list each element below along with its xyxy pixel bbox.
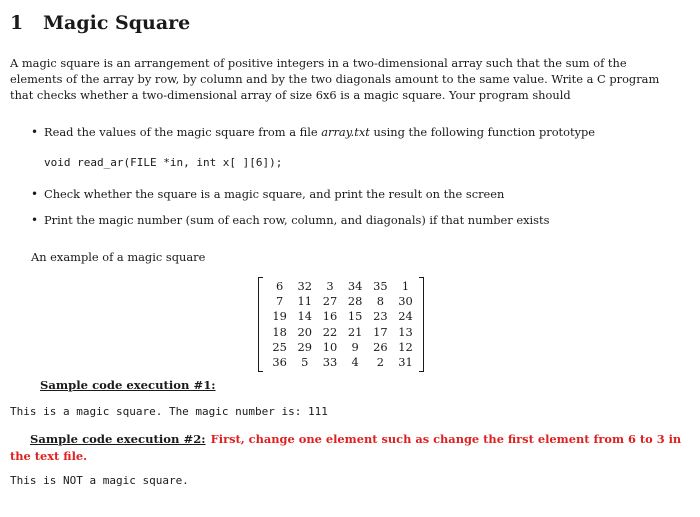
matrix-cell: 13 [398,324,413,339]
matrix-row [267,324,418,339]
matrix-cell: 7 [275,293,284,308]
bullet-text: Check whether the square is a magic square, and print the result on the screen [44,187,505,201]
matrix-cell: 3 [326,278,334,293]
bullet-item-check [31,187,504,201]
bullet-text: Print the magic number (sum of each row, column, and diagonals) if that number exists [44,213,550,227]
sample2-heading: Sample code execution #2: [30,432,206,446]
matrix-cell: 28 [347,293,363,308]
file-name: array.txt [321,125,370,139]
matrix-cell: 26 [373,339,388,354]
bullet-item-read [31,125,595,139]
matrix-cell: 33 [322,355,338,370]
matrix-cell: 21 [347,324,363,339]
matrix-cell: 11 [297,293,313,308]
matrix-cell: 22 [322,324,338,339]
bullet-text: using the following function prototype [369,125,596,139]
left-bracket [258,277,263,372]
matrix-cell: 14 [297,309,313,324]
bullet-glyph: • [31,187,39,201]
matrix-table [267,278,418,370]
matrix-cell: 5 [301,355,309,370]
matrix-cell: 12 [398,339,413,354]
matrix-cell: 32 [297,278,313,293]
matrix-cell: 27 [322,293,338,308]
matrix-cell: 4 [351,355,359,370]
sample2-block [10,430,690,464]
sample2-output: This is NOT a magic square. [10,474,189,487]
matrix-row [267,278,418,293]
sample2-note: First, change one element such as change the first element from 6 to 3 in the text file. [10,432,682,463]
matrix-cell: 30 [398,293,413,308]
matrix-cell: 16 [322,309,338,324]
matrix-cell: 17 [373,324,388,339]
bullet-glyph: • [31,125,39,139]
matrix-row [267,339,418,354]
matrix-row [267,354,418,369]
bullet-glyph: • [31,213,39,227]
magic-square-matrix [258,277,424,371]
matrix-cell: 1 [401,278,410,293]
matrix-cell: 31 [398,355,413,370]
sample1-heading: Sample code execution #1: [40,378,216,392]
matrix-cell: 36 [272,355,287,370]
matrix-cell: 25 [272,339,287,354]
section-number: 1 [10,12,24,34]
right-bracket [419,277,424,372]
function-prototype: void read_ar(FILE *in, int x[ ][6]); [44,156,283,169]
matrix-cell: 24 [398,309,413,324]
matrix-cell: 9 [351,339,359,354]
matrix-cell: 18 [272,324,287,339]
example-label: An example of a magic square [31,250,206,264]
intro-paragraph: A magic square is an arrangement of positive integers in a two-dimensional array such that the sum of the elements of the array by row, by column and by the two diagonals amount to the same value. Write a C program that checks whether a two-dimensional array of size 6x6 is a magic square. Your program should [10,56,660,102]
matrix-cell: 10 [322,339,338,354]
matrix-cell: 35 [373,278,388,293]
matrix-cell: 34 [347,278,363,293]
matrix-cell: 6 [275,278,284,293]
matrix-cell: 2 [376,355,384,370]
matrix-cell: 8 [376,293,384,308]
matrix-cell: 19 [272,309,287,324]
matrix-row [267,309,418,324]
bullet-item-print [31,213,549,227]
matrix-cell: 29 [297,339,313,354]
matrix-cell: 15 [347,309,363,324]
sample1-output: This is a magic square. The magic number is: 111 [10,405,328,418]
section-title: Magic Square [43,12,191,34]
bullet-text: Read the values of the magic square from a file [44,125,322,139]
matrix-cell: 20 [297,324,313,339]
matrix-row [267,293,418,308]
matrix-cell: 23 [373,309,388,324]
section-heading [10,12,190,34]
